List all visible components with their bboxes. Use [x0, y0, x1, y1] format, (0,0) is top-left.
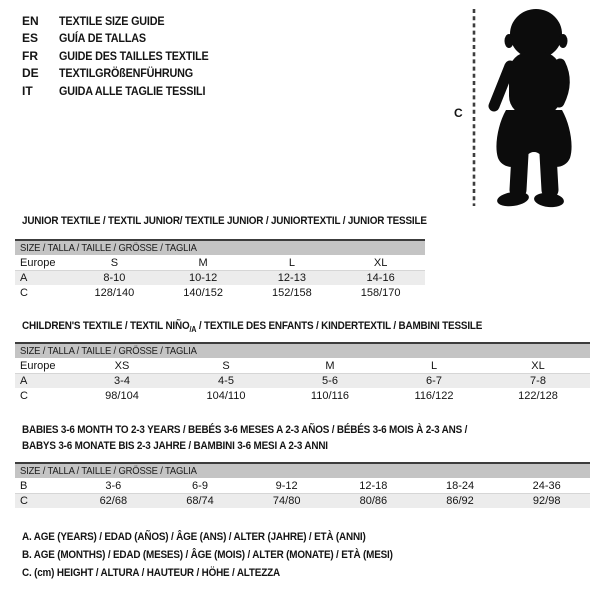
children-section-title-text — [22, 320, 482, 334]
table-row-height-cm — [15, 285, 425, 300]
row-label: Europe — [20, 359, 56, 372]
footnote-age-years — [22, 531, 434, 549]
size-cell: L — [288, 256, 295, 269]
height-cell: 128/140 — [94, 286, 135, 299]
language-code: EN — [22, 13, 39, 28]
table-row-age-months — [15, 478, 590, 493]
children-size-table — [15, 342, 590, 403]
language-row-es — [22, 30, 225, 48]
footnote-text: C. (cm) HEIGHT / ALTURA / HAUTEUR / HÖHE / ALTEZZA — [22, 567, 280, 579]
table-row-europe — [15, 358, 590, 373]
age-cell: 6-7 — [426, 375, 442, 387]
age-cell: 3-6 — [105, 479, 122, 492]
age-cell: 12-13 — [277, 272, 306, 284]
row-label: Europe — [20, 256, 56, 269]
height-cell: 116/122 — [414, 389, 454, 402]
footnote-text: B. AGE (MONTHS) / EDAD (MESES) / ÂGE (MOIS) / ALTER (MONATE) / ETÀ (MESI) — [22, 549, 393, 561]
size-cell: S — [110, 256, 119, 269]
height-cell: 68/74 — [186, 495, 214, 507]
height-cell: 140/152 — [183, 286, 223, 299]
language-code: DE — [22, 66, 39, 81]
age-cell: 4-5 — [218, 375, 234, 387]
height-reference-label: C — [454, 106, 463, 120]
children-section-title — [22, 320, 533, 334]
language-row-en — [22, 12, 225, 30]
table-row-age-years — [15, 373, 590, 388]
children-title-rest: / TEXTILE DES ENFANTS / KINDERTEXTIL / BAMBINI TESSILE — [196, 320, 483, 332]
language-title-list — [22, 12, 225, 100]
junior-section-title — [22, 215, 472, 227]
language-title: TEXTILE SIZE GUIDE — [59, 13, 165, 28]
size-header-bar — [15, 464, 590, 478]
babies-title-line2: BABYS 3-6 MONATE BIS 2-3 JAHRE / BAMBINI 3-6 MESI A 2-3 ANNI — [22, 439, 328, 452]
size-cell: XS — [114, 359, 130, 372]
age-cell: 18-24 — [445, 479, 475, 492]
height-cell: 80/86 — [359, 495, 388, 507]
row-label: C — [20, 495, 28, 507]
size-cell: XL — [373, 256, 388, 269]
row-label: C — [20, 389, 28, 402]
language-row-de — [22, 65, 225, 83]
size-header-text: SIZE / TALLA / TAILLE / GRÖSSE / TAGLIA — [20, 242, 197, 254]
size-cell: M — [198, 256, 208, 269]
language-title: GUIDA ALLE TAGLIE TESSILI — [59, 83, 206, 98]
table-row-height-cm — [15, 493, 590, 508]
legend-footnotes — [22, 531, 434, 585]
age-cell: 3-4 — [114, 375, 130, 387]
size-header-text: SIZE / TALLA / TAILLE / GRÖSSE / TAGLIA — [20, 345, 197, 357]
table-row-europe — [15, 255, 425, 270]
age-cell: 24-36 — [532, 479, 561, 492]
junior-size-table — [15, 239, 425, 300]
junior-section-title-text: JUNIOR TEXTILE / TEXTIL JUNIOR/ TEXTILE JUNIOR / JUNIORTEXTIL / JUNIOR TESSILE — [22, 215, 427, 227]
age-cell: 5-6 — [322, 375, 338, 387]
children-title-main: CHILDREN'S TEXTILE / TEXTIL NIÑO — [22, 320, 190, 332]
babies-title-line1: BABIES 3-6 MONTH TO 2-3 YEARS / BEBÉS 3-6 MESES A 2-3 AÑOS / BÉBÉS 3-6 MOIS À 2-3 ANS / — [22, 424, 468, 436]
age-cell: 10-12 — [189, 272, 218, 284]
baby-silhouette-icon — [482, 6, 578, 212]
language-title: GUÍA DE TALLAS — [59, 31, 146, 46]
language-row-fr — [22, 47, 225, 65]
row-label: A — [20, 272, 28, 284]
height-cell: 92/98 — [532, 495, 561, 507]
age-cell: 9-12 — [275, 479, 298, 492]
height-cell: 98/104 — [105, 389, 139, 402]
children-title-subscript: /A — [189, 325, 197, 335]
height-measure-line — [471, 8, 477, 208]
footnote-height-cm — [22, 567, 434, 585]
height-cell: 86/92 — [446, 495, 474, 507]
language-row-it — [22, 82, 225, 100]
size-header-bar — [15, 241, 425, 255]
size-cell: M — [325, 359, 335, 372]
footnote-text: A. AGE (YEARS) / EDAD (AÑOS) / ÂGE (ANS) / ALTER (JAHRE) / ETÀ (ANNI) — [22, 531, 366, 543]
language-title: GUIDE DES TAILLES TEXTILE — [59, 48, 209, 63]
language-code: FR — [22, 48, 38, 63]
table-row-age-years — [15, 270, 425, 285]
height-cell: 62/68 — [99, 495, 128, 507]
height-cell: 74/80 — [272, 495, 301, 507]
table-row-height-cm — [15, 388, 590, 403]
age-cell: 12-18 — [359, 479, 388, 492]
size-header-text: SIZE / TALLA / TAILLE / GRÖSSE / TAGLIA — [20, 465, 197, 477]
size-cell: XL — [531, 359, 545, 372]
age-cell: 6-9 — [192, 479, 208, 492]
language-code: IT — [22, 83, 33, 98]
footnote-age-months — [22, 549, 434, 567]
babies-section-title — [22, 423, 517, 454]
age-cell: 7-8 — [530, 375, 546, 387]
size-cell: S — [222, 359, 230, 372]
age-cell: 8-10 — [103, 272, 126, 284]
age-cell: 14-16 — [366, 272, 395, 284]
row-label: A — [20, 375, 28, 387]
height-cell: 104/110 — [206, 389, 246, 402]
language-code: ES — [22, 31, 39, 46]
row-label: B — [20, 479, 28, 492]
language-title: TEXTILGRÖßENFÜHRUNG — [59, 66, 193, 81]
size-cell: L — [430, 359, 438, 372]
row-label: C — [20, 286, 28, 299]
babies-size-table — [15, 462, 590, 508]
size-header-bar — [15, 344, 590, 358]
height-cell: 158/170 — [360, 286, 401, 299]
height-cell: 122/128 — [518, 389, 558, 402]
height-cell: 152/158 — [271, 286, 312, 299]
height-cell: 110/116 — [310, 389, 350, 402]
